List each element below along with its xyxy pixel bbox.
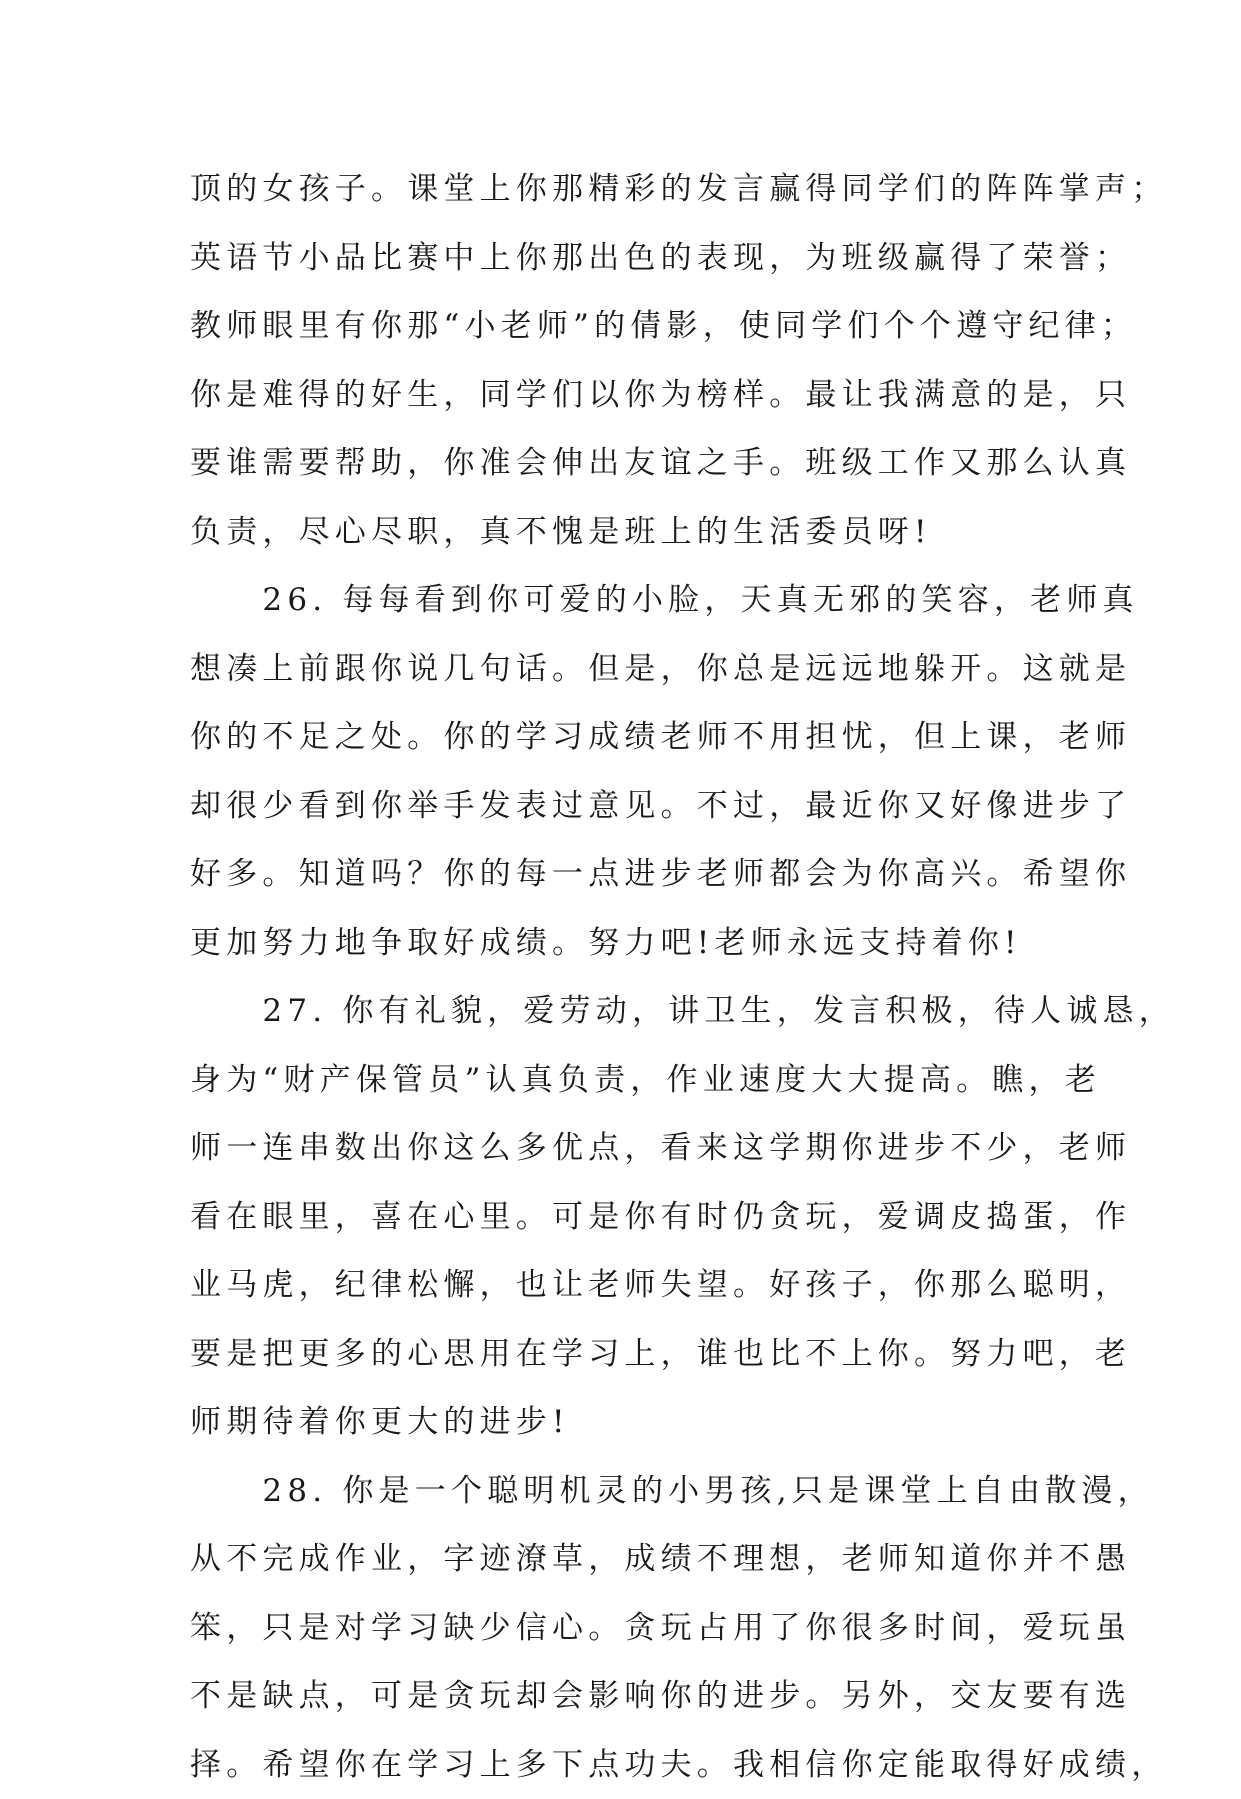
text-line: 要是把更多的心思用在学习上，谁也比不上你。努力吧，老	[190, 1320, 1070, 1389]
text-line: 业马虎，纪律松懈，也让老师失望。好孩子，你那么聪明，	[190, 1251, 1070, 1320]
text-line: 看在眼里，喜在心里。可是你有时仍贪玩，爱调皮捣蛋，作	[190, 1183, 1070, 1252]
text-line: 师期待着你更大的进步!	[190, 1388, 1070, 1457]
text-line: 教师眼里有你那“小老师”的倩影，使同学们个个遵守纪律；	[190, 292, 1070, 361]
text-line: 身为“财产保管员”认真负责，作业速度大大提高。瞧，老	[190, 1046, 1070, 1115]
text-line: 好多。知道吗？你的每一点进步老师都会为你高兴。希望你	[190, 840, 1070, 909]
text-line: 你是难得的好生，同学们以你为榜样。最让我满意的是，只	[190, 361, 1070, 430]
paragraph-26-start: 26. 每每看到你可爱的小脸，天真无邪的笑容，老师真	[190, 566, 1070, 635]
text-line: 不是缺点，可是贪玩却会影响你的进步。另外，交友要有选	[190, 1662, 1070, 1731]
text-line: 师一连串数出你这么多优点，看来这学期你进步不少，老师	[190, 1114, 1070, 1183]
text-line: 你的不足之处。你的学习成绩老师不用担忧，但上课，老师	[190, 703, 1070, 772]
text-line: 从不完成作业，字迹潦草，成绩不理想，老师知道你并不愚	[190, 1525, 1070, 1594]
text-line: 择。希望你在学习上多下点功夫。我相信你定能取得好成绩，	[190, 1731, 1070, 1799]
text-line: 却很少看到你举手发表过意见。不过，最近你又好像进步了	[190, 772, 1070, 841]
text-line: 更加努力地争取好成绩。努力吧!老师永远支持着你!	[190, 909, 1070, 978]
text-line: 顶的女孩子。课堂上你那精彩的发言赢得同学们的阵阵掌声；	[190, 155, 1070, 224]
body-text	[190, 155, 1070, 1799]
text-line: 负责，尽心尽职，真不愧是班上的生活委员呀!	[190, 498, 1070, 567]
paragraph-27-start: 27. 你有礼貌，爱劳动，讲卫生，发言积极，待人诚恳，	[190, 977, 1070, 1046]
text-line: 英语节小品比赛中上你那出色的表现，为班级赢得了荣誉；	[190, 224, 1070, 293]
text-line: 要谁需要帮助，你准会伸出友谊之手。班级工作又那么认真	[190, 429, 1070, 498]
text-line: 笨，只是对学习缺少信心。贪玩占用了你很多时间，爱玩虽	[190, 1594, 1070, 1663]
paragraph-28-start: 28. 你是一个聪明机灵的小男孩,只是课堂上自由散漫，	[190, 1457, 1070, 1526]
text-line: 想凑上前跟你说几句话。但是，你总是远远地躲开。这就是	[190, 635, 1070, 704]
